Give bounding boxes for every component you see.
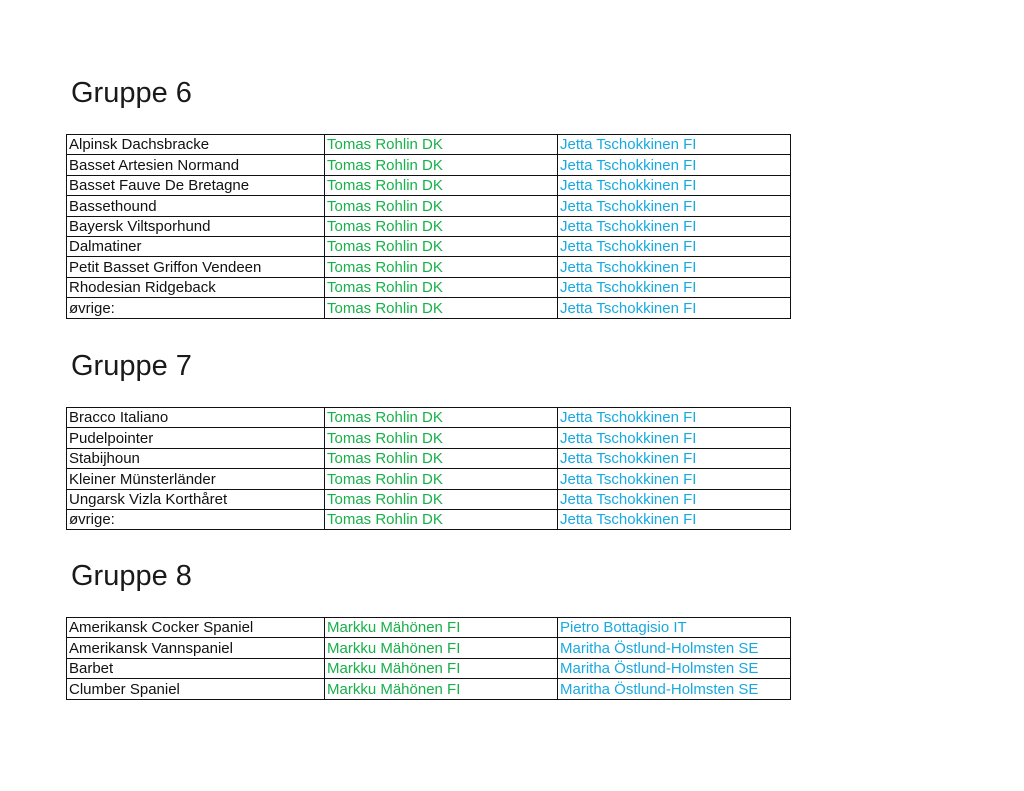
table-row [67,658,791,678]
judge2-cell: Jetta Tschokkinen FI [558,155,791,175]
table-row [67,679,791,699]
group-7-heading: Gruppe 7 [71,350,192,382]
breed-cell: Basset Fauve De Bretagne [67,175,325,195]
judge2-cell: Jetta Tschokkinen FI [558,175,791,195]
breed-cell: Dalmatiner [67,236,325,256]
judge1-cell: Markku Mähönen FI [325,658,558,678]
breed-cell: øvrige: [67,298,325,318]
breed-cell: Ungarsk Vizla Korthåret [67,489,325,509]
group-8-heading: Gruppe 8 [71,560,192,592]
judge2-cell: Jetta Tschokkinen FI [558,448,791,468]
breed-cell: Basset Artesien Normand [67,155,325,175]
breed-cell: Stabijhoun [67,448,325,468]
judge2-cell: Jetta Tschokkinen FI [558,298,791,318]
judge1-cell: Tomas Rohlin DK [325,408,558,428]
table-row [67,298,791,318]
table-row [67,216,791,236]
group-6-section [66,75,791,319]
judge1-cell: Markku Mähönen FI [325,679,558,699]
group-7-section [66,348,791,530]
breed-cell: Bassethound [67,196,325,216]
table-row [67,448,791,468]
breed-cell: Pudelpointer [67,428,325,448]
judge1-cell: Tomas Rohlin DK [325,196,558,216]
judge1-cell: Tomas Rohlin DK [325,155,558,175]
judge2-cell: Jetta Tschokkinen FI [558,216,791,236]
breed-cell: Amerikansk Vannspaniel [67,638,325,658]
judge2-cell: Jetta Tschokkinen FI [558,257,791,277]
table-row [67,489,791,509]
table-row [67,509,791,529]
judge2-cell: Maritha Östlund-Holmsten SE [558,658,791,678]
group-6-heading: Gruppe 6 [71,77,192,109]
group-8-table [66,617,791,700]
judge1-cell: Markku Mähönen FI [325,638,558,658]
judge1-cell: Tomas Rohlin DK [325,216,558,236]
group-6-table [66,134,791,319]
judge2-cell: Pietro Bottagisio IT [558,618,791,638]
breed-cell: Amerikansk Cocker Spaniel [67,618,325,638]
judge1-cell: Tomas Rohlin DK [325,257,558,277]
breed-cell: Bayersk Viltsporhund [67,216,325,236]
judge1-cell: Markku Mähönen FI [325,618,558,638]
breed-cell: Kleiner Münsterländer [67,469,325,489]
judge2-cell: Maritha Östlund-Holmsten SE [558,679,791,699]
table-row [67,155,791,175]
table-row [67,257,791,277]
judge1-cell: Tomas Rohlin DK [325,135,558,155]
table-row [67,428,791,448]
judge1-cell: Tomas Rohlin DK [325,428,558,448]
table-row [67,135,791,155]
judge2-cell: Jetta Tschokkinen FI [558,236,791,256]
table-row [67,175,791,195]
judge2-cell: Jetta Tschokkinen FI [558,489,791,509]
breed-cell: Bracco Italiano [67,408,325,428]
judge2-cell: Jetta Tschokkinen FI [558,509,791,529]
judge1-cell: Tomas Rohlin DK [325,509,558,529]
breed-cell: Barbet [67,658,325,678]
breed-cell: Clumber Spaniel [67,679,325,699]
breed-cell: Alpinsk Dachsbracke [67,135,325,155]
judge2-cell: Jetta Tschokkinen FI [558,469,791,489]
judge2-cell: Jetta Tschokkinen FI [558,428,791,448]
judge1-cell: Tomas Rohlin DK [325,236,558,256]
table-row [67,618,791,638]
judge2-cell: Jetta Tschokkinen FI [558,135,791,155]
judge1-cell: Tomas Rohlin DK [325,298,558,318]
table-row [67,196,791,216]
breed-cell: Petit Basset Griffon Vendeen [67,257,325,277]
table-row [67,277,791,297]
table-row [67,236,791,256]
table-row [67,638,791,658]
judge2-cell: Maritha Östlund-Holmsten SE [558,638,791,658]
judge2-cell: Jetta Tschokkinen FI [558,196,791,216]
judge1-cell: Tomas Rohlin DK [325,175,558,195]
judge2-cell: Jetta Tschokkinen FI [558,277,791,297]
judge1-cell: Tomas Rohlin DK [325,489,558,509]
table-row [67,469,791,489]
judge1-cell: Tomas Rohlin DK [325,277,558,297]
group-7-table [66,407,791,530]
group-8-section [66,558,791,700]
table-row [67,408,791,428]
judge1-cell: Tomas Rohlin DK [325,448,558,468]
breed-cell: Rhodesian Ridgeback [67,277,325,297]
judge1-cell: Tomas Rohlin DK [325,469,558,489]
breed-cell: øvrige: [67,509,325,529]
judge2-cell: Jetta Tschokkinen FI [558,408,791,428]
